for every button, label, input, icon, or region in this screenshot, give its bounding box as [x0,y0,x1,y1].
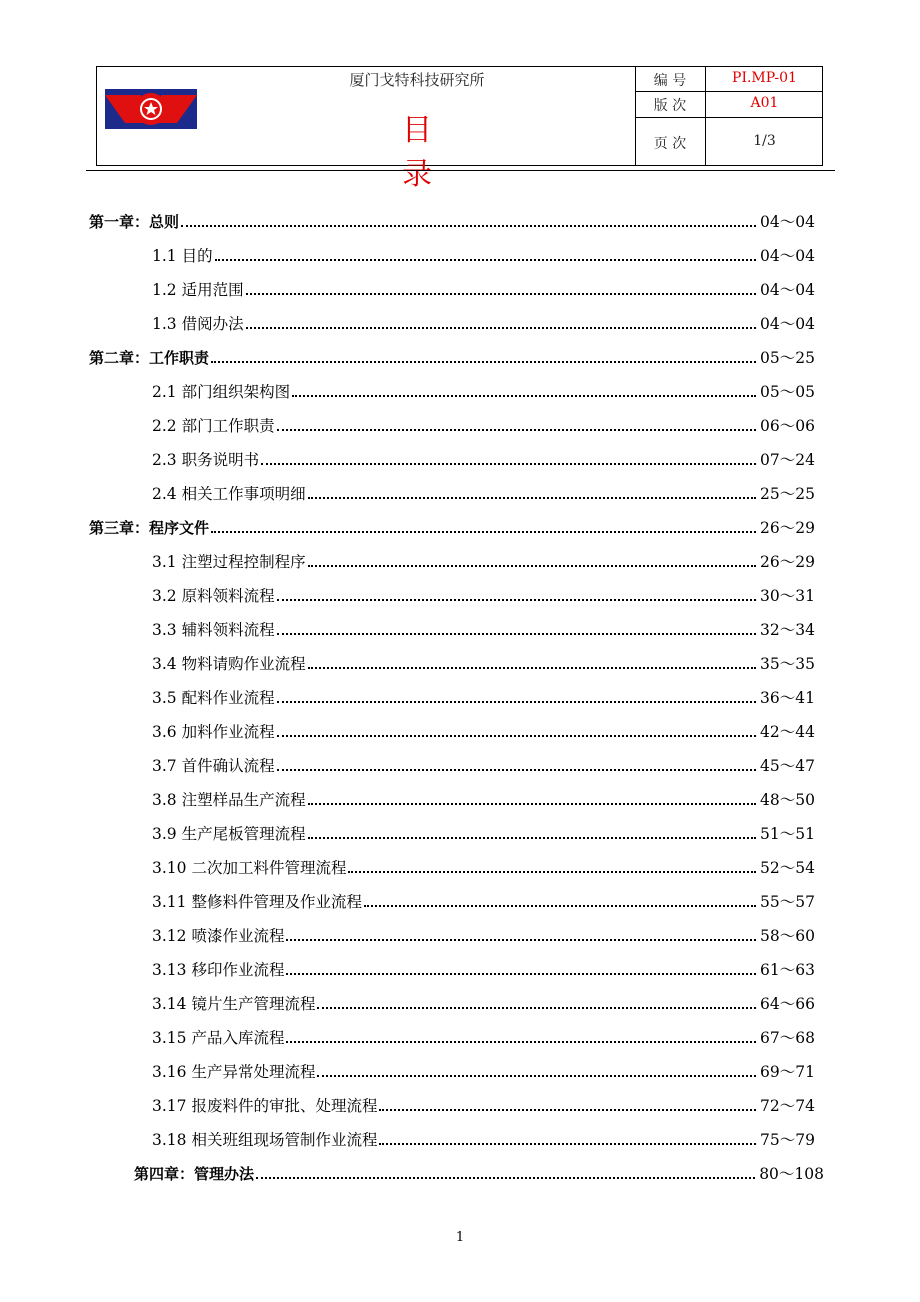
dot-leader [261,463,756,465]
toc-section-row [152,718,815,742]
toc-page-range: 30～31 [760,587,815,605]
dot-leader [308,667,756,669]
toc-chapter-row [89,344,815,368]
toc-page-range: 26～29 [760,553,815,571]
toc-section-row [152,378,815,402]
toc-page-range: 04～04 [760,315,815,333]
toc-page-range: 52～54 [760,859,815,877]
toc-page-range: 04～04 [760,247,815,265]
toc-section-row [152,276,815,300]
toc-chapter-row [89,514,815,538]
toc-section-row [152,446,815,470]
company-logo [105,89,197,129]
organization-name: 厦门戈特科技研究所 [349,71,485,89]
dot-leader [308,837,756,839]
dot-leader [211,361,756,363]
toc-entry-title: 1.1 目的 [152,247,213,265]
toc-section-row [152,1126,815,1150]
toc-entry-title: 3.17 报废料件的审批、处理流程 [152,1097,378,1115]
toc-section-row [152,242,815,266]
toc-page-range: 42～44 [760,723,815,741]
toc-section-row [152,990,815,1014]
toc-page-range: 55～57 [760,893,815,911]
toc-section-row [152,684,815,708]
dot-leader [277,701,756,703]
toc-section-row [152,412,815,436]
toc-page-range: 05～05 [760,383,815,401]
dot-leader [246,293,756,295]
page-label: 页 次 [653,136,687,152]
dot-leader [379,1143,756,1145]
toc-section-row [152,1092,815,1116]
toc-entry-title: 3.2 原料领料流程 [152,587,275,605]
dot-leader [286,939,756,941]
dot-leader [246,327,756,329]
toc-page-range: 61～63 [760,961,815,979]
toc-entry-title: 3.1 注塑过程控制程序 [152,553,306,571]
divider [635,91,822,92]
toc-entry-title: 2.4 相关工作事项明细 [152,485,306,503]
dot-leader [308,497,756,499]
toc-page-range: 04～04 [760,281,815,299]
toc-page-range: 36～41 [760,689,815,707]
toc-entry-title: 3.11 整修料件管理及作业流程 [152,893,362,911]
toc-section-row [152,480,815,504]
toc-entry-title: 3.7 首件确认流程 [152,757,275,775]
toc-entry-title: 3.10 二次加工料件管理流程 [152,859,347,877]
dot-leader [348,871,756,873]
toc-entry-title: 第一章：总则 [89,213,180,231]
toc-entry-title: 3.9 生产尾板管理流程 [152,825,306,843]
document-header [96,66,823,192]
toc-entry-title: 2.3 职务说明书 [152,451,260,469]
toc-chapter-row [134,1160,824,1184]
dot-leader [379,1109,756,1111]
toc-entry-title: 3.12 喷漆作业流程 [152,927,285,945]
toc-page-range: 64～66 [760,995,815,1013]
doc-number-label: 编 号 [653,73,687,89]
toc-section-row [152,820,815,844]
toc-section-row [152,650,815,674]
toc-entry-title: 3.5 配料作业流程 [152,689,275,707]
dot-leader [286,1041,756,1043]
toc-page-range: 04～04 [760,213,815,231]
toc-section-row [152,616,815,640]
toc-page-range: 07～24 [760,451,815,469]
dot-leader [277,769,756,771]
toc-entry-title: 3.13 移印作业流程 [152,961,285,979]
toc-entry-title: 2.1 部门组织架构图 [152,383,291,401]
toc-chapter-row [89,208,815,232]
divider [635,117,822,118]
dot-leader [317,1075,756,1077]
dot-leader [211,531,756,533]
page-number: 1 [455,1230,465,1245]
toc-entry-title: 3.6 加料作业流程 [152,723,275,741]
toc-entry-title: 3.14 镜片生产管理流程 [152,995,316,1013]
toc-page-range: 80～108 [759,1165,824,1183]
header-rule [86,170,835,171]
toc-page-range: 51～51 [760,825,815,843]
toc-page-range: 48～50 [760,791,815,809]
toc-entry-title: 3.15 产品入库流程 [152,1029,285,1047]
version-label: 版 次 [653,98,687,114]
toc-page-range: 35～35 [760,655,815,673]
toc-page-range: 06～06 [760,417,815,435]
toc-section-row [152,786,815,810]
dot-leader [292,395,756,397]
toc-page-range: 26～29 [760,519,815,537]
dot-leader [181,225,756,227]
toc-entry-title: 3.8 注塑样品生产流程 [152,791,306,809]
toc-page-range: 45～47 [760,757,815,775]
dot-leader [317,1007,756,1009]
dot-leader [215,259,756,261]
toc-page-range: 25～25 [760,485,815,503]
toc-page-range: 75～79 [760,1131,815,1149]
toc-entry-title: 3.3 辅料领料流程 [152,621,275,639]
toc-page-range: 67～68 [760,1029,815,1047]
toc-section-row [152,922,815,946]
toc-page-range: 69～71 [760,1063,815,1081]
version-value: A01 [750,95,779,111]
toc-section-row [152,310,815,334]
toc-page-range: 58～60 [760,927,815,945]
toc-entry-title: 3.18 相关班组现场管制作业流程 [152,1131,378,1149]
toc-page-range: 72～74 [760,1097,815,1115]
toc-section-row [152,956,815,980]
toc-entry-title: 3.4 物料请购作业流程 [152,655,306,673]
toc-section-row [152,854,815,878]
dot-leader [256,1177,755,1179]
toc-section-row [152,1024,815,1048]
dot-leader [286,973,756,975]
toc-section-row [152,752,815,776]
dot-leader [364,905,756,907]
toc-entry-title: 3.16 生产异常处理流程 [152,1063,316,1081]
toc-entry-title: 1.2 适用范围 [152,281,244,299]
dot-leader [308,803,756,805]
toc-page-range: 32～34 [760,621,815,639]
dot-leader [277,735,756,737]
toc-entry-title: 第四章：管理办法 [134,1165,255,1183]
toc-section-row [152,548,815,572]
toc-section-row [152,582,815,606]
page-title: 目录 [402,113,502,192]
toc-entry-title: 第二章：工作职责 [89,349,210,367]
toc-entry-title: 1.3 借阅办法 [152,315,244,333]
toc-entry-title: 2.2 部门工作职责 [152,417,275,435]
dot-leader [308,565,756,567]
dot-leader [277,633,756,635]
dot-leader [277,429,756,431]
toc-section-row [152,888,815,912]
page-value: 1/3 [753,133,776,149]
toc-page-range: 05～25 [760,349,815,367]
toc-section-row [152,1058,815,1082]
doc-number-value: PI.MP-01 [732,70,797,86]
dot-leader [277,599,756,601]
toc-entry-title: 第三章：程序文件 [89,519,210,537]
